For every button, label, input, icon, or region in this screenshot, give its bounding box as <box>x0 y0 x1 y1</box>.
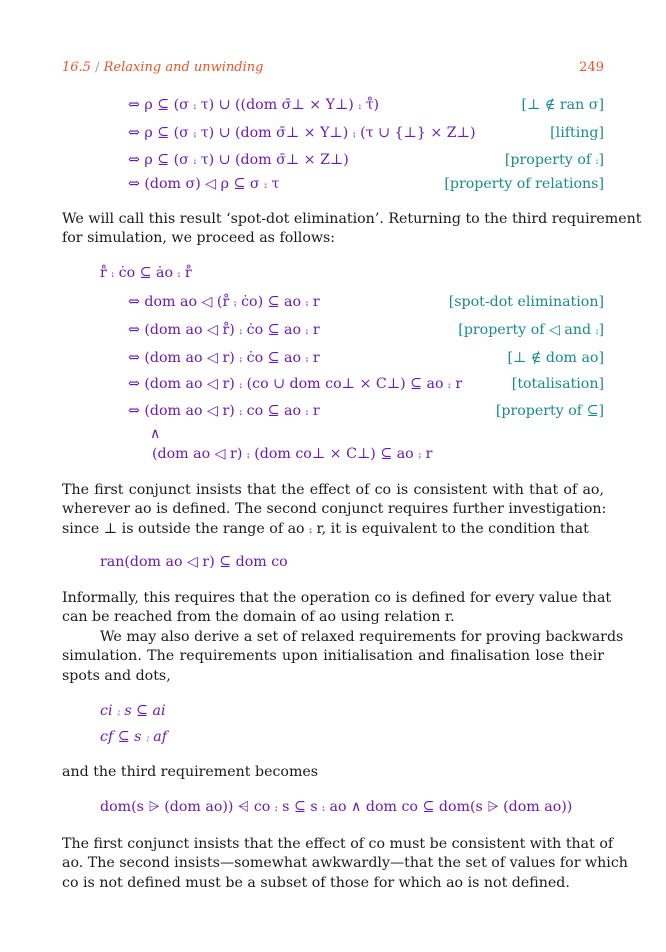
derivation2-step-4: ⇔ (dom ao ◁ r) ⨾ (co ∪ dom co⊥ × C⊥) ⊆ ao ⨾ r <box>128 376 463 392</box>
text-line: We will call this result ‘spot-dot elimination’. Returning to the third requirement <box>62 211 642 227</box>
justification-1: [⊥ ∉ ran σ] <box>521 97 604 113</box>
requirement-initialisation: ci ⨾ s ⊆ ai <box>100 703 166 719</box>
section-number: 16.5 <box>62 60 91 75</box>
page-number: 249 <box>579 60 604 75</box>
requirement-correctness: dom(s ⩥ (dom ao)) ⩤ co ⨾ s ⊆ s ⨾ ao ∧ dom co ⊆ dom(s ⩥ (dom ao)) <box>100 799 573 815</box>
paragraph-conclusion <box>62 835 628 893</box>
requirement-finalisation: cf ⊆ s ⨾ af <box>100 729 167 745</box>
derivation2-step-3: ⇔ (dom ao ◁ r) ⨾ ċo ⊆ ao ⨾ r <box>128 350 320 366</box>
text-line: since ⊥ is outside the range of ao ⨾ r, it is equivalent to the condition that <box>62 520 589 537</box>
paragraph-informally <box>62 589 612 628</box>
paragraph-backwards <box>62 628 624 686</box>
text-line: can be reached from the domain of ao using relation r. <box>62 609 455 626</box>
text-line: ao. The second insists—somewhat awkwardly—that the set of values for which <box>62 855 628 872</box>
derivation-step-1: ⇔ ρ ⊆ (σ ⨾ τ) ∪ ((dom σ̄⊥ × Y⊥) ⨾ τ̊) <box>128 97 380 113</box>
text-line: The first conjunct insists that the effect of co must be consistent with that of <box>62 836 614 852</box>
text-line: spots and dots, <box>62 667 171 684</box>
text-line: Informally, this requires that the operation co is defined for every value that <box>62 590 612 606</box>
derivation-step-2: ⇔ ρ ⊆ (σ ⨾ τ) ∪ (dom σ̄⊥ × Y⊥) ⨾ (τ ∪ {⊥} × Z⊥) <box>128 125 476 141</box>
text-line: simulation. The requirements upon initialisation and finalisation lose their <box>62 648 604 665</box>
range-condition: ran(dom ao ◁ r) ⊆ dom co <box>100 554 288 570</box>
header-separator: / <box>95 60 100 75</box>
justification2-4: [totalisation] <box>511 376 604 392</box>
justification-4: [property of relations] <box>444 176 604 192</box>
text-line: co is not defined must be a subset of those for which ao is not defined. <box>62 874 570 891</box>
derivation2-step-5: ⇔ (dom ao ◁ r) ⨾ co ⊆ ao ⨾ r <box>128 403 320 419</box>
text-line: The first conjunct insists that the effect of co is consistent with that of ao, <box>62 482 604 498</box>
justification-2: [lifting] <box>550 125 604 141</box>
justification2-3: [⊥ ∉ dom ao] <box>507 350 604 366</box>
paragraph-spot-dot-intro <box>62 210 642 249</box>
justification2-5: [property of ⊆] <box>495 403 604 419</box>
justification2-1: [spot-dot elimination] <box>448 294 604 310</box>
derivation2-step-2: ⇔ (dom ao ◁ r̊) ⨾ ċo ⊆ ao ⨾ r <box>128 322 320 338</box>
derivation2-step-1: ⇔ dom ao ◁ (r̊ ⨾ ċo) ⊆ ao ⨾ r <box>128 294 320 310</box>
derivation-premise: r̊ ⨾ ċo ⊆ ȧo ⨾ r̊ <box>100 265 192 281</box>
text-line: and the third requirement becomes <box>62 764 319 780</box>
running-header <box>62 60 263 75</box>
derivation-step-3: ⇔ ρ ⊆ (σ ⨾ τ) ∪ (dom σ̄⊥ × Z⊥) <box>128 152 349 168</box>
conjunction-symbol: ∧ <box>150 426 161 442</box>
text-line: for simulation, we proceed as follows: <box>62 230 336 247</box>
text-line: wherever ao is defined. The second conjunct requires further investigation: <box>62 501 607 518</box>
text-line: We may also derive a set of relaxed requirements for proving backwards <box>100 629 624 645</box>
paragraph-first-conjunct <box>62 481 607 539</box>
section-title: Relaxing and unwinding <box>103 60 264 75</box>
justification-3: [property of ⨾] <box>504 152 604 168</box>
derivation-step-4: ⇔ (dom σ) ◁ ρ ⊆ σ ⨾ τ <box>128 176 280 192</box>
derivation2-conjunct: (dom ao ◁ r) ⨾ (dom co⊥ × C⊥) ⊆ ao ⨾ r <box>152 446 433 462</box>
paragraph-third-requirement <box>62 763 604 782</box>
justification2-2: [property of ◁ and ⨾] <box>458 322 604 338</box>
